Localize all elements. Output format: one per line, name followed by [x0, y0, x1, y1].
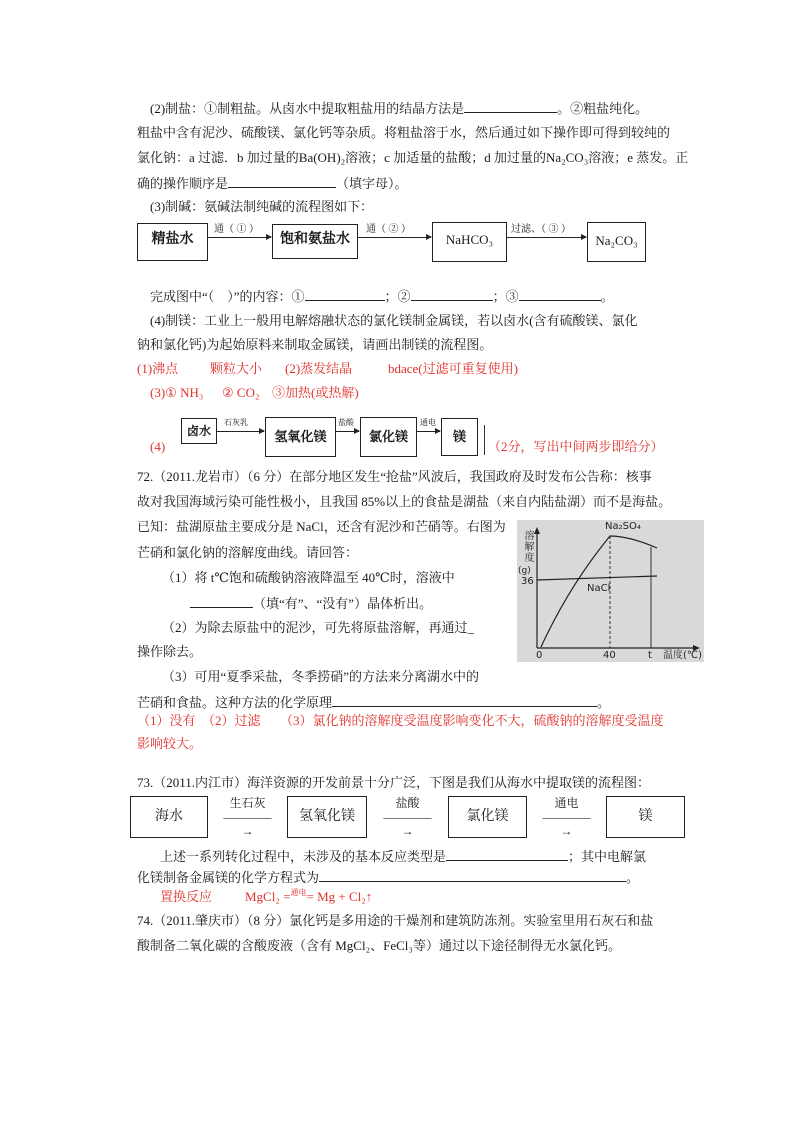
- answer-blank: [464, 99, 557, 113]
- answer-flow-box-mg-chloride: 氯化镁: [360, 417, 417, 457]
- answer-1-boiling-point: (1)沸点: [137, 361, 179, 376]
- q2-line-3: 氯化钠：a 过滤．b 加过量的Ba(OH)₂溶液；c 加适量的盐酸；d 加过量的Na₂CO₃溶液；e 蒸发。正: [137, 150, 689, 165]
- equation-condition: 通电: [290, 888, 307, 897]
- answer-2-order: bdace(过滤可重复使用): [388, 361, 518, 376]
- q73-flow-dash: ————: [383, 810, 432, 824]
- arrow-right-icon: →: [401, 824, 414, 838]
- q73-line-3: [137, 868, 639, 886]
- flow-box-brine: 精盐水: [137, 223, 208, 261]
- chart-y-label: 溶解度: [522, 530, 533, 563]
- q3-fill-text-3: ；③: [492, 289, 519, 304]
- q72-answer-line-1: （1）没有 （2）过滤 （3）氯化钠的溶解度受温度影响变化不大，硫酸钠的溶解度受温度: [137, 713, 664, 728]
- q2-line-4-tail: （填字母）。: [336, 176, 408, 191]
- q73-flow-dash: ————: [223, 810, 272, 824]
- equation-products: Mg + Cl₂↑: [313, 889, 373, 904]
- q2-line-4-text: 确的操作顺序是: [137, 176, 229, 191]
- chart-x-label: 温度(℃): [663, 650, 703, 661]
- q72-line-6-text: （填“有”、“没有”）晶体析出。: [253, 596, 433, 611]
- answer-flow-box-mg-hydroxide: 氢氧化镁: [265, 417, 336, 457]
- answer-blank: [319, 868, 626, 882]
- q73-line-2: [160, 847, 646, 865]
- answer-flow-step-3-label: 通电: [420, 418, 436, 427]
- flow-arrow: [208, 237, 271, 238]
- flow-arrow: [507, 237, 586, 238]
- chart-series-label-na2so4: Na₂SO₄: [605, 521, 641, 532]
- q2-line-1-text: (2)制盐：①制粗盐。从卤水中提取粗盐用的结晶方法是: [150, 101, 465, 116]
- q72-line-6: [190, 594, 432, 612]
- q73-flow-box-seawater: 海水: [130, 796, 208, 838]
- arrow-right-icon: →: [241, 824, 254, 838]
- y-axis-arrowhead: [534, 527, 540, 534]
- q73-answer-equation: [245, 888, 372, 906]
- q72-line-4: 芒硝和氯化钠的溶解度曲线。请回答：: [137, 545, 359, 560]
- answer-3-co2: ② CO₂: [222, 385, 260, 400]
- answer-flow-box-magnesium: 镁: [441, 418, 478, 456]
- q73-line-1: 73.（2011.内江市）海洋资源的开发前景十分广泛，下图是我们从海水中提取镁的流程图：: [137, 775, 651, 790]
- q73-line-2-text: 上述一系列转化过程中，未涉及的基本反应类型是: [160, 849, 447, 864]
- answer-1-particle-size: 颗粒大小: [210, 361, 263, 376]
- q4-line-2: 钠和氯化钙)为起始原料来制取金属镁，请画出制镁的流程图。: [137, 337, 493, 352]
- equation-sign: =: [283, 889, 291, 904]
- q73-flow-box-mg-hydroxide: 氢氧化镁: [287, 796, 367, 838]
- flow-arrow: [358, 237, 431, 238]
- q2-line-4: [137, 174, 408, 192]
- q73-answer-reaction-type: 置换反应: [160, 889, 213, 904]
- flow-box-ammonia-brine: 饱和氨盐水: [272, 224, 358, 259]
- q72-line-10-tail: 。: [597, 695, 611, 710]
- q72-line-8: 操作除去。: [137, 644, 203, 659]
- flow-step-1-label: 通（ ① ）: [214, 224, 259, 235]
- answer-blank: [332, 693, 597, 707]
- answer-3-nh3: (3)① NH₃: [150, 385, 204, 400]
- answer-4-label: (4): [150, 439, 166, 454]
- q2-line-2: 粗盐中含有泥沙、硫酸镁、氯化钙等杂质。将粗盐溶于水，然后通过如下操作即可得到较纯的: [137, 125, 671, 140]
- solubility-chart-graphic: [517, 520, 704, 662]
- q72-line-2: 故对我国海域污染可能性极小，且我国 85%以上的食盐是湖盐（来自内陆盐湖）而不是海盐。: [137, 494, 672, 509]
- answer-blank: [190, 594, 253, 608]
- q74-line-1: 74.（2011.肇庆市）（8 分）氯化钙是多用途的干燥剂和建筑防冻剂。实验室里用石灰石和盐: [137, 913, 654, 928]
- q2-line-1: [150, 99, 648, 117]
- q73-line-2-tail: ；其中电解氯: [568, 849, 647, 864]
- chart-x-tick-t: t: [648, 650, 652, 661]
- flow-arrow: [217, 431, 264, 432]
- q3-fill-line: [150, 287, 614, 305]
- q73-flow-box-magnesium: 镁: [606, 796, 685, 838]
- q72-line-1: 72.（2011.龙岩市）（6 分）在部分地区发生“抢盐”风波后，我国政府及时发布公告称：核事: [137, 469, 652, 484]
- answer-blank: [228, 174, 336, 188]
- q72-line-3: 已知：盐湖原盐主要成分是 NaCl，还含有泥沙和芒硝等。右图为: [137, 519, 506, 534]
- q3-fill-text-2: ；②: [384, 289, 411, 304]
- answer-blank: [519, 287, 601, 301]
- q4-line-1: (4)制镁：工业上一般用电解熔融状态的氯化镁制金属镁，若以卤水(含有硫酸镁、氯化: [150, 313, 638, 328]
- q73-flow-connector-2: [367, 796, 448, 838]
- q72-line-9: （3）可用“夏季采盐，冬季捞硝”的方法来分离湖水中的: [162, 669, 480, 684]
- q73-flow-dash: ————: [542, 810, 591, 824]
- flow-box-na2co3: Na₂CO₃: [587, 222, 646, 262]
- answer-flow-step-2-label: 盐酸: [338, 418, 354, 427]
- answer-4-scoring-note: （2分，写出中间两步即给分）: [488, 439, 664, 454]
- q3-intro: (3)制碱：氨碱法制纯碱的流程图如下：: [150, 199, 374, 214]
- q72-line-10: [137, 693, 610, 711]
- q73-line-3-text: 化镁制备金属镁的化学方程式为: [137, 870, 320, 885]
- answer-flow-box-brine: 卤水: [181, 418, 217, 444]
- flow-arrow: [417, 431, 440, 432]
- chart-x-tick-0: 0: [536, 650, 543, 661]
- q3-fill-text-4: 。: [600, 289, 614, 304]
- q72-line-10-text: 芒硝和食盐。这种方法的化学原理: [137, 695, 333, 710]
- q72-line-7: （2）为除去原盐中的泥沙，可先将原盐溶解，再通过_: [162, 620, 475, 635]
- q73-flow-connector-3: [527, 796, 606, 838]
- q73-flow-box-mg-chloride: 氯化镁: [448, 796, 527, 838]
- chart-y-unit: (g): [518, 566, 531, 576]
- flow-box-nahco3: NaHCO₃: [432, 222, 507, 262]
- q74-line-2: 酸制备二氧化碳的含酸废液（含有 MgCl₂、FeCl₃等）通过以下途径制得无水氯化钙。: [137, 938, 621, 953]
- arrow-right-icon: →: [560, 824, 573, 838]
- chart-x-tick-40: 40: [603, 650, 616, 661]
- answer-blank: [305, 287, 385, 301]
- answer-blank: [411, 287, 493, 301]
- answer-flow-step-1-label: 石灰乳: [224, 418, 248, 427]
- q3-fill-text-1: 完成图中“（ ）”的内容：①: [150, 289, 305, 304]
- q73-flow-step-3-label: 通电: [554, 796, 579, 810]
- q72-line-5: （1）将 t℃饱和硫酸钠溶液降温至 40℃时，溶液中: [162, 570, 455, 585]
- answer-2-evaporation: (2)蒸发结晶: [285, 361, 353, 376]
- chart-series-label-nacl: NaCl: [587, 583, 611, 594]
- answer-3-heating: ③加热(或热解): [272, 385, 359, 400]
- answer-blank: [446, 847, 568, 861]
- q72-answer-line-2: 影响较大。: [137, 736, 203, 751]
- divider-mark: [484, 425, 485, 455]
- q73-line-3-tail: 。: [626, 870, 640, 885]
- chart-y-tick-36: 36: [521, 576, 534, 587]
- nacl-curve: [537, 576, 657, 580]
- q73-flow-step-2-label: 盐酸: [395, 796, 420, 810]
- q73-flow-step-1-label: 生石灰: [229, 796, 266, 810]
- flow-arrow: [336, 431, 359, 432]
- flow-step-3-label: 过滤、（ ③ ）: [511, 224, 571, 235]
- flow-step-2-label: 通（ ② ）: [366, 224, 411, 235]
- solubility-chart: [517, 520, 704, 662]
- equation-reactant: MgCl₂: [245, 889, 284, 904]
- q73-flow-connector-1: [208, 796, 287, 838]
- q2-line-1-tail: 。②粗盐纯化。: [557, 101, 649, 116]
- equation-sign: =: [306, 889, 314, 904]
